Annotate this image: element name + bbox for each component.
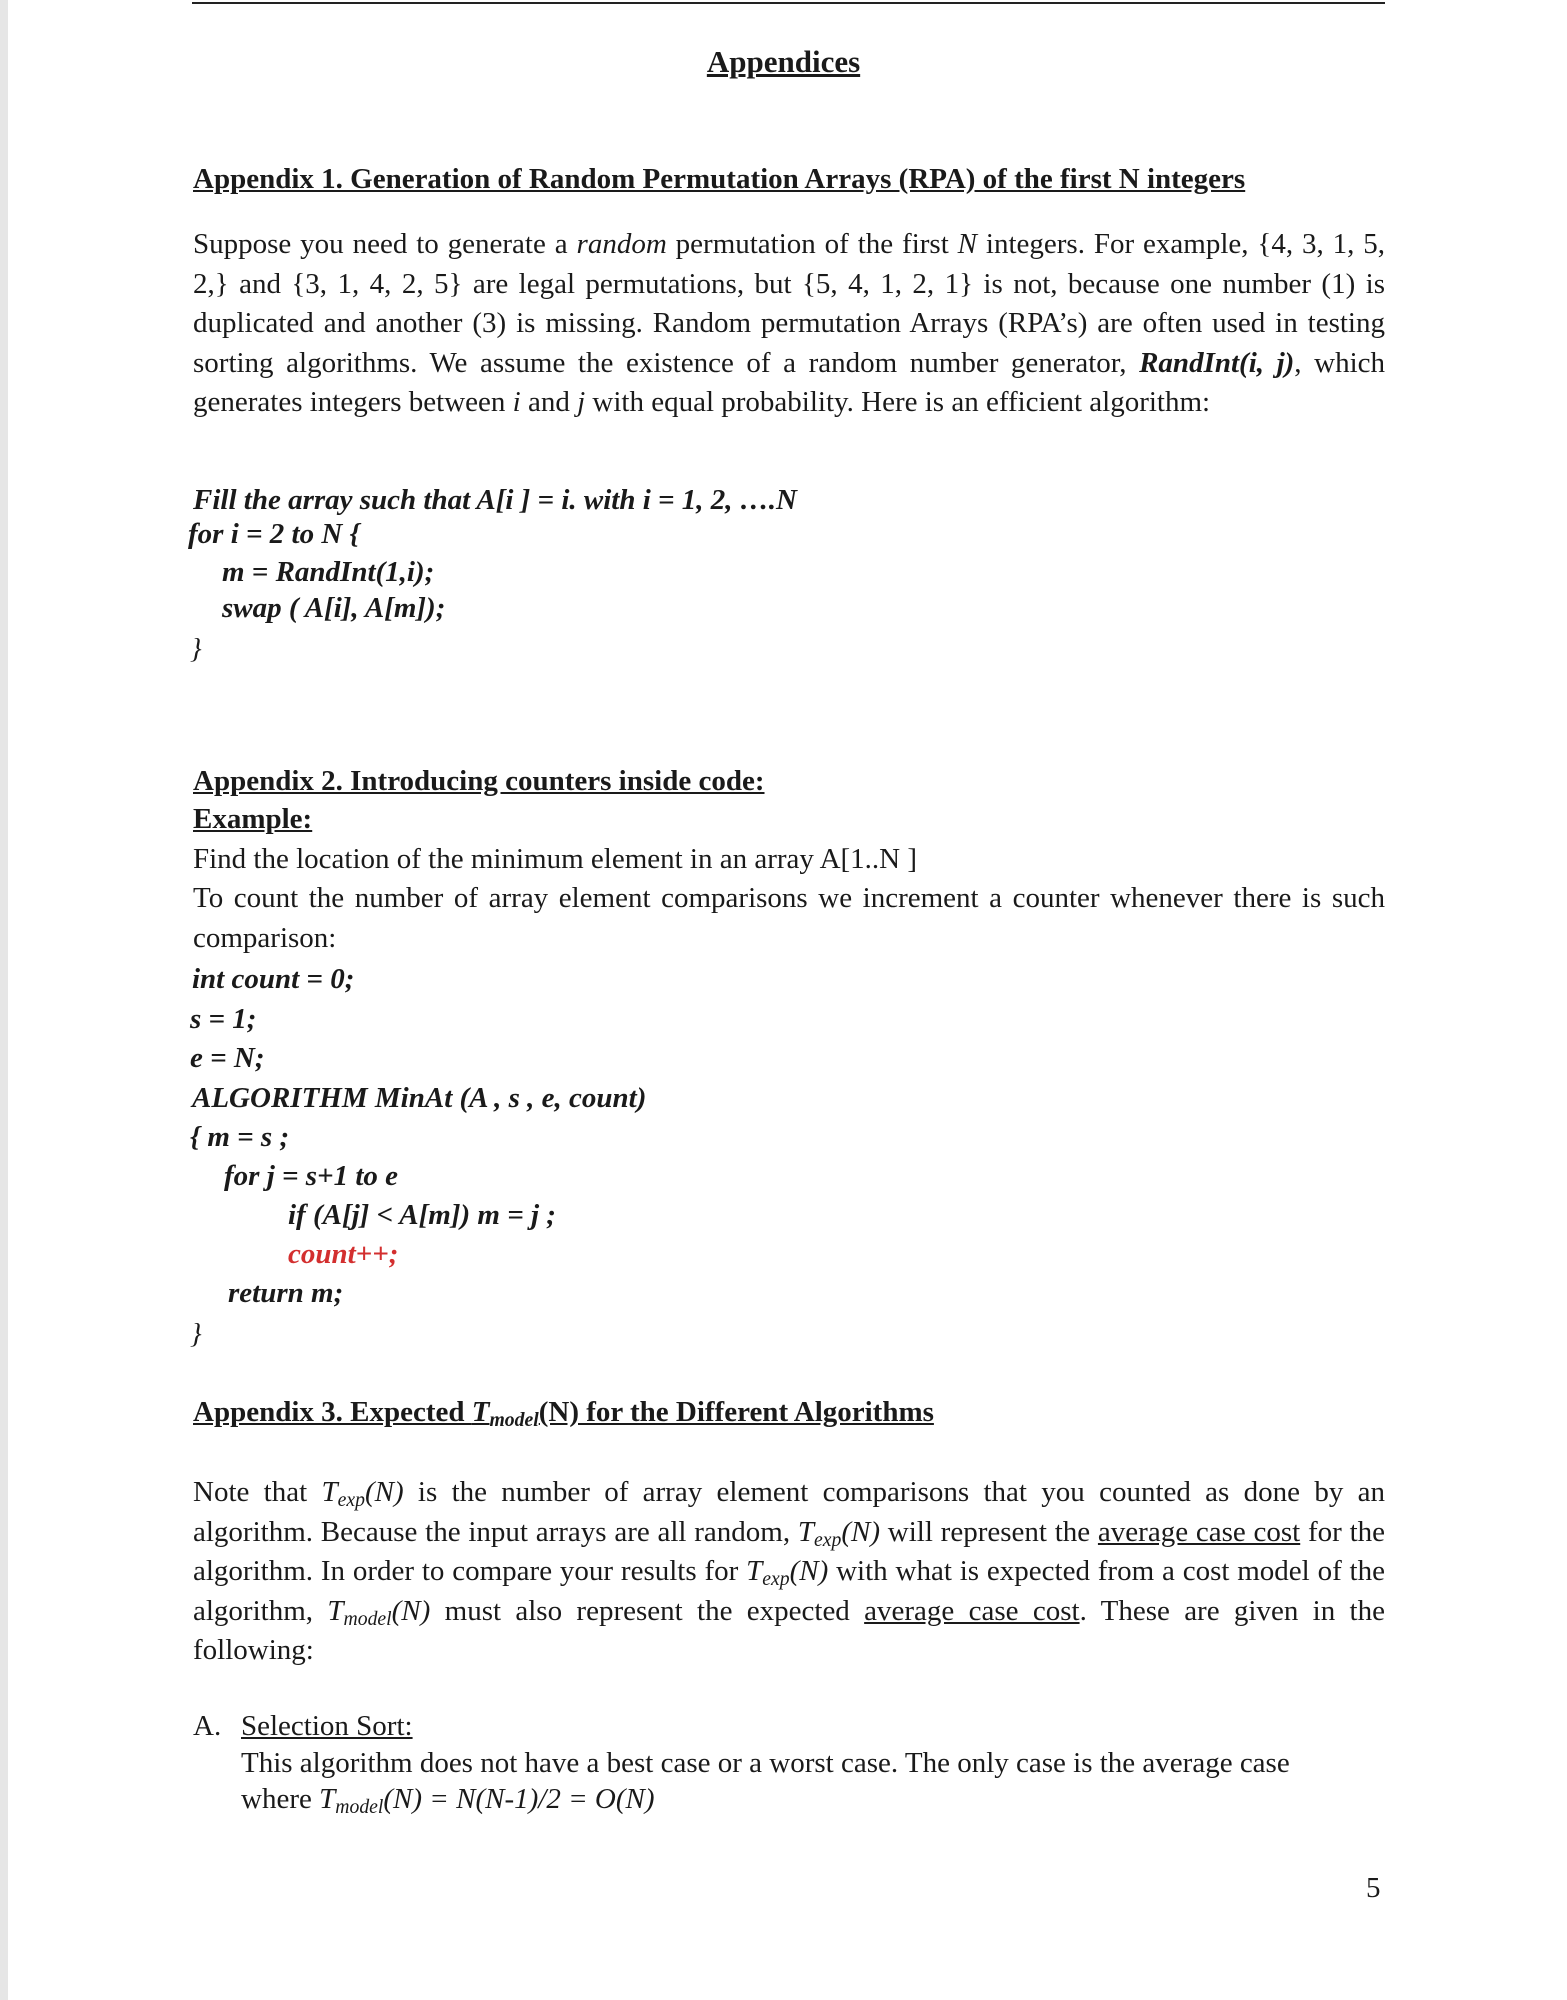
appendix2-line: Find the location of the minimum element in an array A[1..N ]: [193, 843, 918, 875]
appendix2-heading: Appendix 2. Introducing counters inside code:: [193, 765, 765, 797]
average-case-cost-underlined: average case cost: [864, 1594, 1080, 1627]
code-line: { m = s ;: [190, 1121, 290, 1153]
average-case-cost-underlined: average case cost: [1097, 1515, 1301, 1548]
randint-function: RandInt(i, j): [1139, 346, 1295, 379]
appendix1-paragraph: Suppose you need to generate a random permutation of the first N integers. For example, {4, 3, 1, 5, 2,} and {3, 1, 4, 2, 5} are legal permutations, but {5, 4, 1, 2, 1} is not, because one number (1) is duplicated and another (3) is missing. Random permutation Arrays (RPA’s) are often used in testing sorting algorithms. We assume the existence of a random number generator, RandInt(i, j), which generates integers between i and j with equal probability. Here is an efficient algorithm:: [193, 228, 1386, 418]
item-a-label: A.: [193, 1710, 222, 1742]
code-line: ALGORITHM MinAt (A , s , e, count): [192, 1082, 647, 1114]
code-line: swap ( A[i], A[m]);: [222, 592, 446, 624]
code-line: if (A[j] < A[m]) m = j ;: [288, 1199, 556, 1231]
code-line: }: [190, 1318, 202, 1350]
code-line: e = N;: [190, 1042, 265, 1074]
code-line: Fill the array such that A[i ] = i. with i = 1, 2, ….N: [193, 484, 798, 516]
appendix2-paragraph: To count the number of array element comparisons we increment a counter whenever there is such comparison:: [193, 882, 1385, 954]
appendix1-heading: Appendix 1. Generation of Random Permutation Arrays (RPA) of the first N integers: [193, 163, 1246, 195]
code-line: }: [190, 633, 202, 665]
selection-sort-title: Selection Sort:: [241, 1710, 413, 1742]
code-line: for i = 2 to N {: [188, 518, 360, 550]
code-line: int count = 0;: [192, 963, 355, 995]
code-line: s = 1;: [190, 1003, 257, 1035]
top-rule: [192, 2, 1385, 4]
code-line: m = RandInt(1,i);: [222, 556, 435, 588]
example-label: Example:: [193, 803, 313, 835]
code-line: for j = s+1 to e: [224, 1160, 399, 1192]
random-emphasis: random: [576, 228, 667, 260]
appendix3-heading: Appendix 3. Expected $T_{model}(N)$ for the Different Algorithms: [193, 1396, 934, 1431]
page-number: 5: [1366, 1872, 1381, 1904]
page-title: Appendices: [706, 44, 861, 79]
item-a-formula: where $T_{model}(N) = N(N-1)/2 = O(N)$: [241, 1783, 655, 1818]
count-increment-line: count++;: [288, 1238, 399, 1270]
item-a-line: This algorithm does not have a best case or a worst case. The only case is the average case: [241, 1747, 1290, 1779]
page-edge-shadow: [0, 0, 8, 2000]
appendix3-paragraph: Note that $T_{exp}(N)$ is the number of array element comparisons that you counted as done by an algorithm. Because the input arrays are all random, $T_{exp}(N)$ will represent the average case cost for the algorithm. In order to compare your results for $T_{exp}(N)$ with what is expected from a cost model of the algorithm, $T_{model}(N)$ must also represent the expected average case cost. These are given in the following:: [193, 1476, 1385, 1666]
code-line: return m;: [228, 1277, 344, 1309]
